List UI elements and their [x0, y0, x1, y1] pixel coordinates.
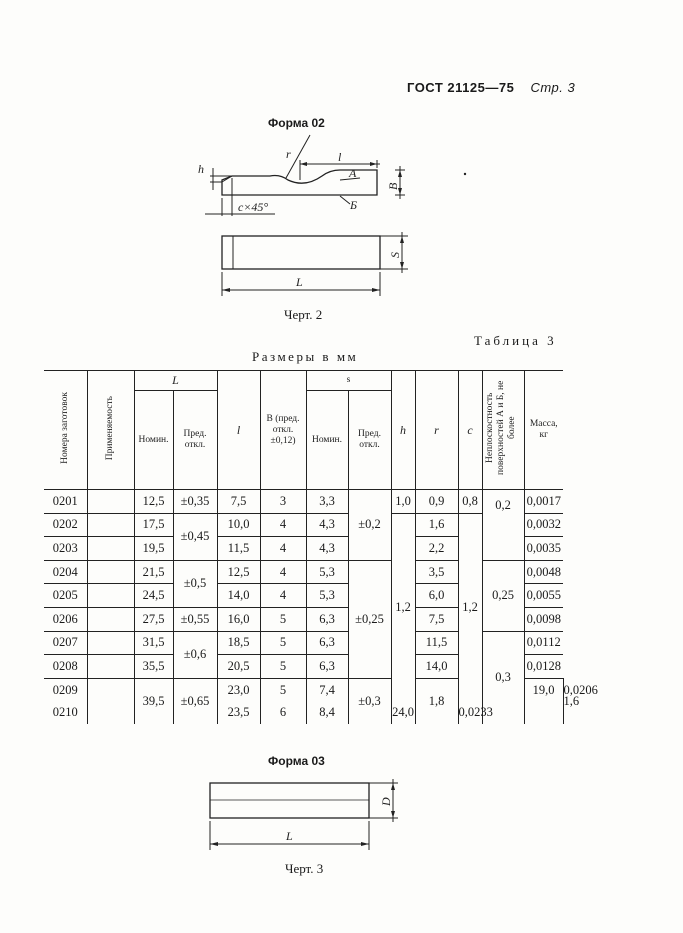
col-header-flatness: Неплоскостность поверхностей А и Б, не более — [485, 380, 518, 476]
page-number: Стр. 3 — [530, 80, 576, 95]
table-units: Размеры в мм — [252, 349, 359, 364]
standard-number: ГОСТ 21125—75 — [407, 80, 515, 95]
label-l: l — [338, 150, 342, 164]
label-B-surface: Б — [350, 198, 358, 212]
label-S: S — [388, 252, 402, 258]
table-3 — [44, 370, 598, 724]
table-row: 0203 19,5 11,5 4 4,3 2,2 0,0035 — [44, 537, 563, 561]
table-row: 0204 21,5 ±0,5 12,5 4 5,3 ±0,25 3,5 0,25 0,0048 — [44, 560, 563, 584]
label-L: L — [286, 829, 293, 843]
table-row: 0209 39,5 ±0,65 23,0 5 7,4 ±0,3 1,8 19,0 1,6 0,0206 — [44, 678, 563, 701]
col-header-h: h — [391, 371, 415, 490]
col-header-s: s — [306, 371, 391, 391]
label-L: L — [296, 275, 303, 289]
form02-title: Форма 02 — [268, 116, 325, 130]
label-B: В — [386, 182, 400, 190]
table-row: 0205 24,5 14,0 4 5,3 6,0 0,0055 — [44, 584, 563, 608]
col-header-s-nom: Номин. — [306, 391, 348, 490]
table-row: 0206 27,5 ±0,55 16,0 5 6,3 7,5 0,0098 — [44, 607, 563, 631]
table-row: 0202 17,5 ±0,45 10,0 4 4,3 1,2 1,6 1,2 0,0032 — [44, 513, 563, 537]
form03-drawing — [0, 770, 683, 860]
col-header-L-nom: Номин. — [134, 391, 173, 490]
label-h: h — [198, 162, 204, 176]
col-header-B: B (пред. откл. ±0,12) — [260, 371, 306, 490]
label-D: D — [379, 797, 393, 806]
table-label: Таблица 3 — [474, 333, 557, 348]
col-header-mass: Масса, кг — [524, 371, 563, 490]
col-header-r: r — [415, 371, 458, 490]
table-row: 0201 12,5 ±0,35 7,5 3 3,3 ±0,2 1,0 0,9 0,8 0,2 0,0017 — [44, 490, 563, 514]
col-header-c: c — [458, 371, 482, 490]
col-header-applicability: Применяемость — [105, 395, 115, 461]
col-header-L-tol: Пред. откл. — [173, 391, 217, 490]
form02-caption: Черт. 2 — [284, 307, 323, 322]
form02-drawing — [0, 0, 683, 340]
label-chamfer: c×45° — [238, 200, 269, 214]
col-header-blank-no: Номера заготовок — [59, 392, 70, 464]
form03-title: Форма 03 — [268, 754, 325, 768]
table-row: 0207 31,5 ±0,6 18,5 5 6,3 11,5 0,3 0,0112 — [44, 631, 563, 655]
col-header-l: l — [217, 371, 260, 490]
form03-caption: Черт. 3 — [285, 861, 324, 876]
label-r: r — [286, 147, 291, 161]
table-row: 0210 23,5 6 8,4 24,0 0,0233 — [44, 701, 563, 724]
col-header-s-tol: Пред. откл. — [348, 391, 391, 490]
col-header-L: L — [134, 371, 217, 391]
label-A: А — [349, 166, 357, 180]
table-row: 0208 35,5 20,5 5 6,3 14,0 0,0128 — [44, 655, 563, 679]
